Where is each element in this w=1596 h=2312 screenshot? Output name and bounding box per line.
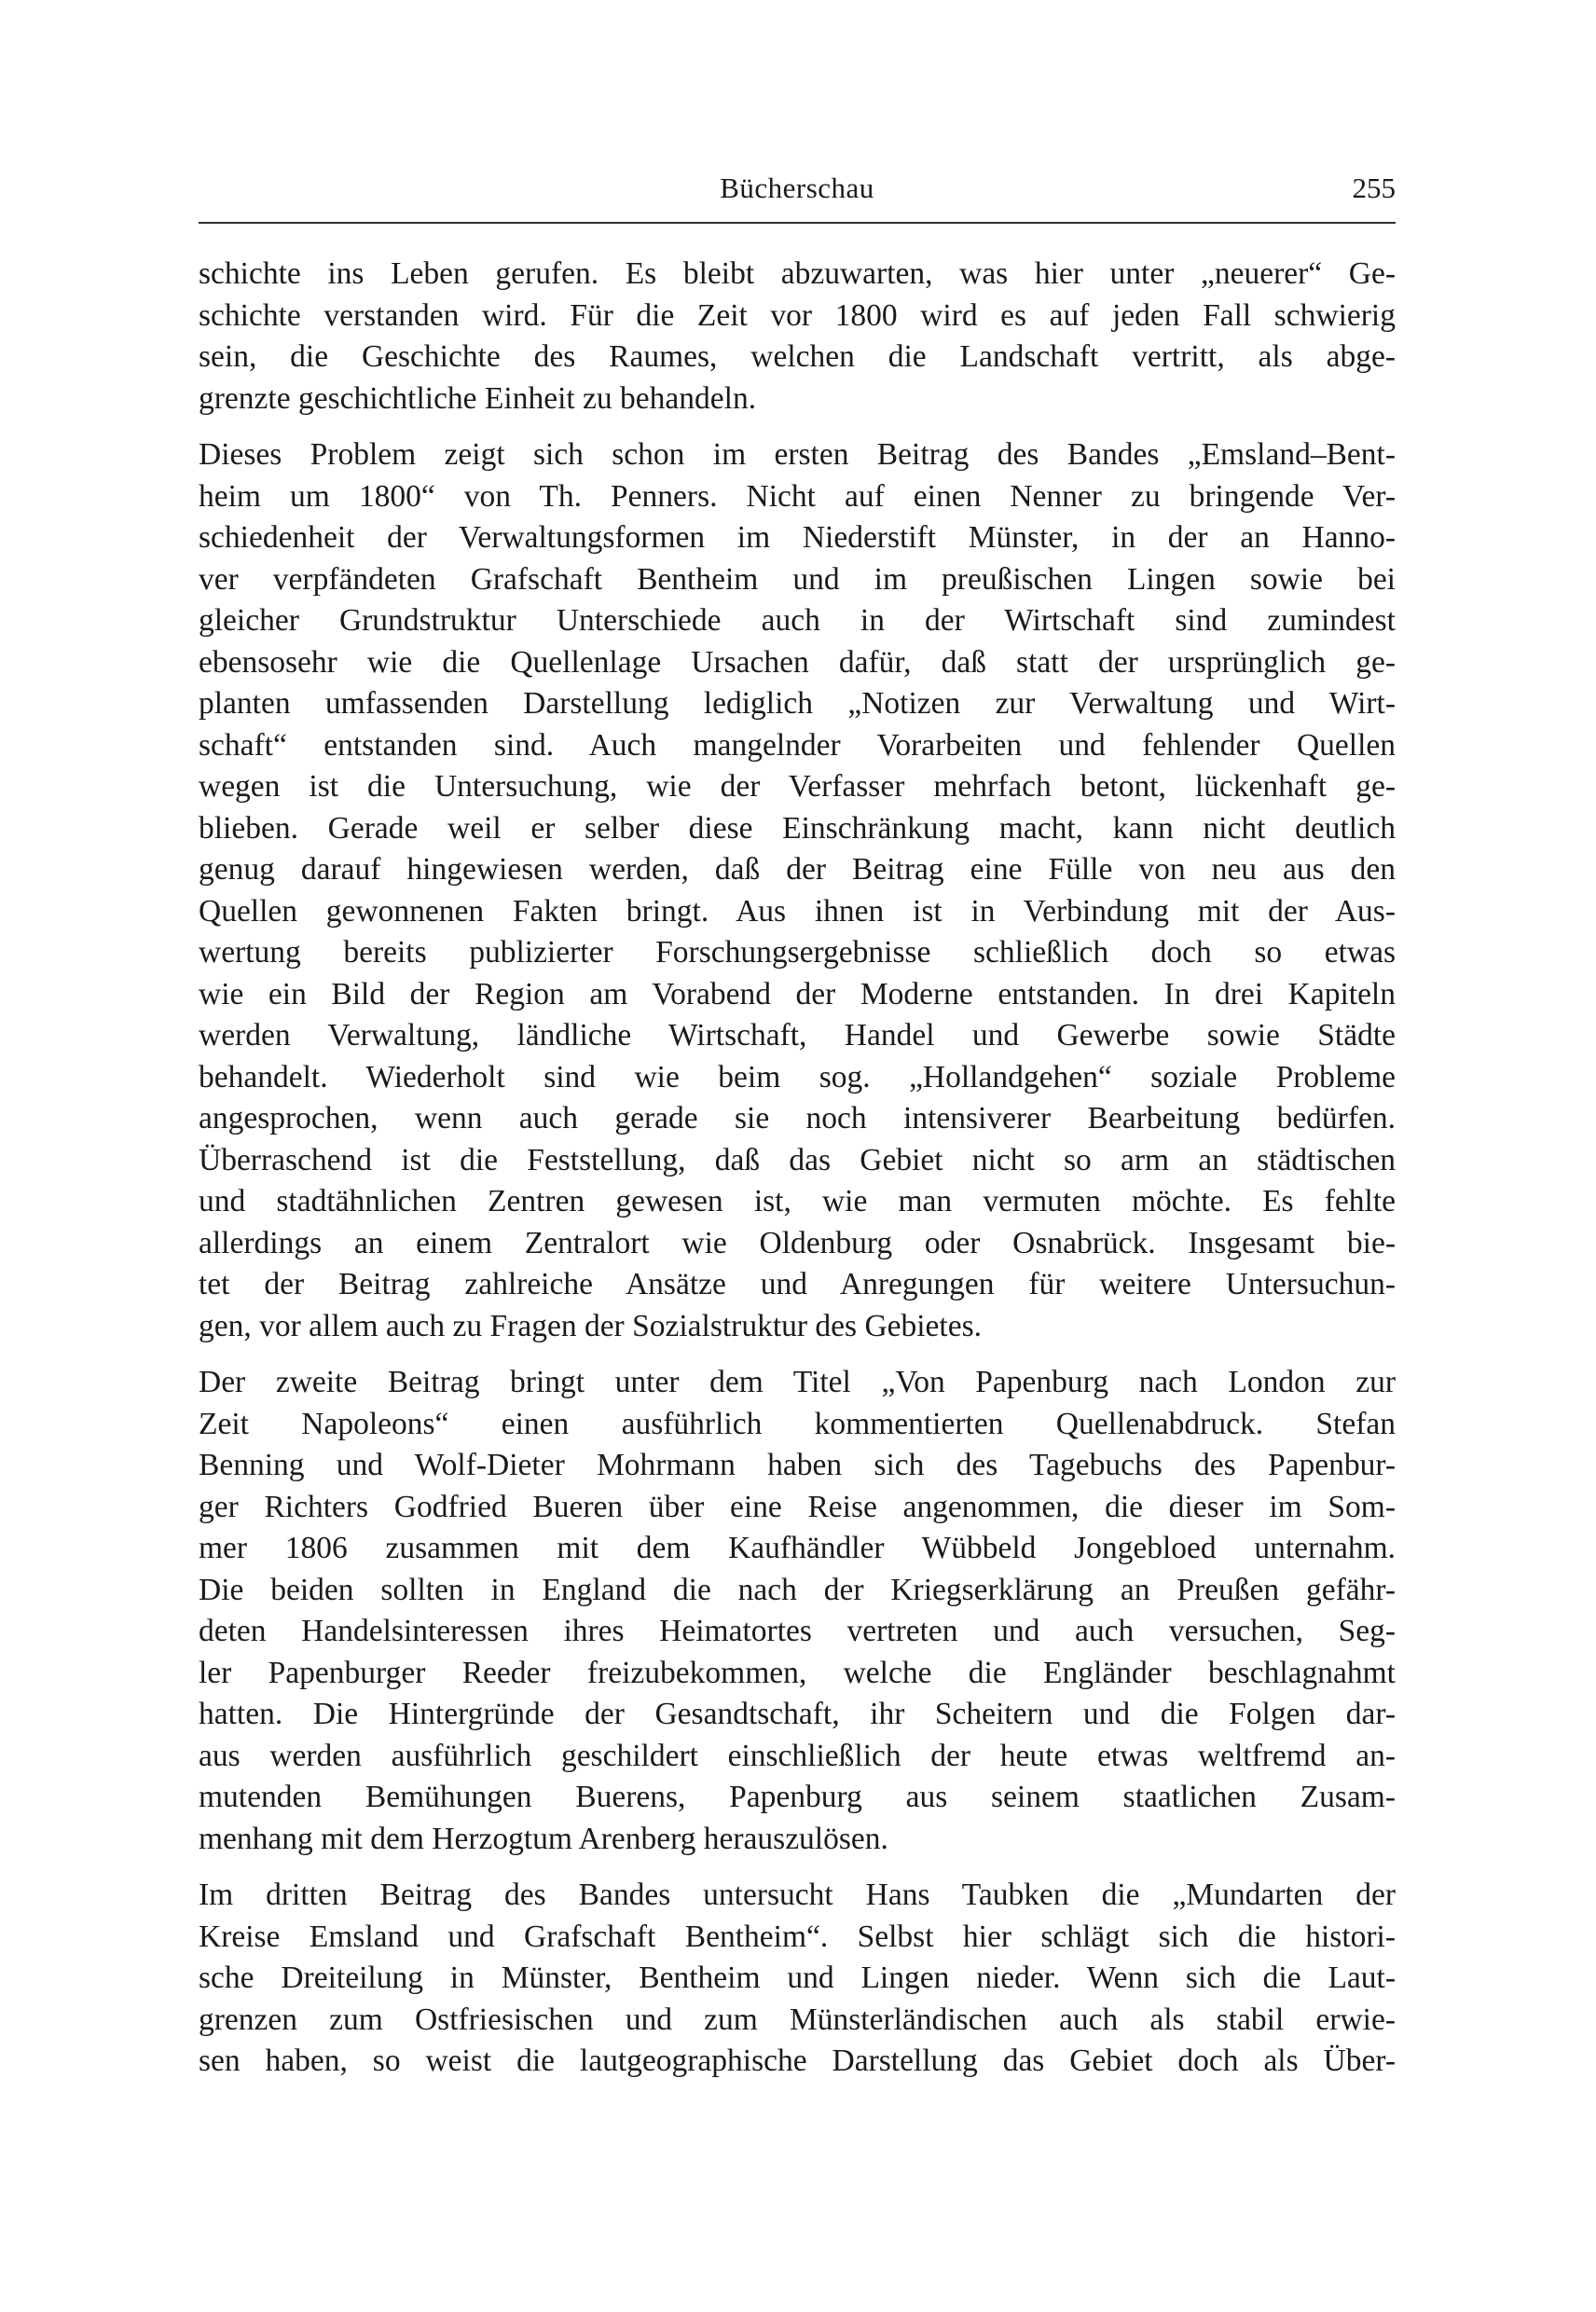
text-line: Kreise Emsland und Grafschaft Bentheim“. Selbst hier schlägt sich die histori- [199, 1919, 1396, 1954]
paragraph [199, 1362, 1396, 1860]
text-line: gleicher Grundstruktur Unterschiede auch in der Wirtschaft sind zumindest [199, 603, 1396, 638]
text-line: Dieses Problem zeigt sich schon im ersten Beitrag des Bandes „Emsland–Bent- [199, 437, 1396, 472]
text-line: Im dritten Beitrag des Bandes untersucht Hans Taubken die „Mundarten der [199, 1878, 1396, 1912]
text-line: allerdings an einem Zentralort wie Oldenburg oder Osnabrück. Insgesamt bie- [199, 1225, 1396, 1260]
text-line: mutenden Bemühungen Buerens, Papenburg aus seinem staatlichen Zusam- [199, 1780, 1396, 1814]
text-line: Die beiden sollten in England die nach der Kriegserklärung an Preußen gefähr- [199, 1572, 1396, 1607]
text-line: Benning und Wolf-Dieter Mohrmann haben sich des Tagebuchs des Papenbur- [199, 1448, 1396, 1482]
text-line: werden Verwaltung, ländliche Wirtschaft, Handel und Gewerbe sowie Städte [199, 1018, 1396, 1053]
text-line: wegen ist die Untersuchung, wie der Verfasser mehrfach betont, lückenhaft ge- [199, 769, 1396, 804]
text-line: angesprochen, wenn auch gerade sie noch intensiverer Bearbeitung bedürfen. [199, 1101, 1396, 1135]
text-line: grenzen zum Ostfriesischen und zum Münsterländischen auch als stabil erwie- [199, 2002, 1396, 2037]
text-line: sein, die Geschichte des Raumes, welchen die Landschaft vertritt, als abge- [199, 339, 1396, 374]
text-line: blieben. Gerade weil er selber diese Einschränkung macht, kann nicht deutlich [199, 810, 1396, 846]
text-line: schichte verstanden wird. Für die Zeit vor 1800 wird es auf jeden Fall schwierig [199, 297, 1396, 333]
running-title: Bücherschau [720, 172, 874, 204]
text-line: ver verpfändeten Grafschaft Bentheim und im preußischen Lingen sowie bei [199, 561, 1396, 597]
header-rule [199, 222, 1396, 224]
text-line: gen, vor allem auch zu Fragen der Sozialstruktur des Gebietes. [199, 1308, 983, 1343]
text-line: tet der Beitrag zahlreiche Ansätze und Anregungen für weitere Untersuchun- [199, 1267, 1396, 1301]
text-line: genug darauf hingewiesen werden, daß der Beitrag eine Fülle von neu aus den [199, 852, 1396, 887]
text-line: wie ein Bild der Region am Vorabend der Moderne entstanden. In drei Kapiteln [199, 976, 1396, 1012]
text-line: ler Papenburger Reeder freizubekommen, welche die Engländer beschlagnahmt [199, 1655, 1396, 1690]
paragraph [199, 434, 1396, 1347]
text-line: und stadtähnlichen Zentren gewesen ist, wie man vermuten möchte. Es fehlte [199, 1184, 1396, 1218]
text-line: wertung bereits publizierter Forschungsergebnisse schließlich doch so etwas [199, 935, 1396, 970]
paragraph [199, 1875, 1396, 2083]
text-line: menhang mit dem Herzogtum Arenberg herauszulösen. [199, 1821, 888, 1856]
body-text [199, 254, 1396, 2098]
text-line: Quellen gewonnenen Fakten bringt. Aus ihnen ist in Verbindung mit der Aus- [199, 893, 1396, 929]
text-line: aus werden ausführlich geschildert einschließlich der heute etwas weltfremd an- [199, 1738, 1396, 1773]
text-line: grenzte geschichtliche Einheit zu behandeln. [199, 380, 757, 416]
paragraph [199, 254, 1396, 420]
text-line: ebensosehr wie die Quellenlage Ursachen dafür, daß statt der ursprünglich ge- [199, 644, 1396, 680]
text-line: schiedenheit der Verwaltungsformen im Niederstift Münster, in der an Hanno- [199, 520, 1396, 555]
text-line: schaft“ entstanden sind. Auch mangelnder Vorarbeiten und fehlender Quellen [199, 727, 1396, 763]
text-line: mer 1806 zusammen mit dem Kaufhändler Wübbeld Jongebloed unternahm. [199, 1531, 1396, 1565]
page-number: 255 [1352, 172, 1396, 204]
text-line: planten umfassenden Darstellung lediglich „Notizen zur Verwaltung und Wirt- [199, 686, 1396, 721]
text-line: behandelt. Wiederholt sind wie beim sog. „Hollandgehen“ soziale Probleme [199, 1059, 1396, 1094]
text-line: ger Richters Godfried Bueren über eine Reise angenommen, die dieser im Som- [199, 1489, 1396, 1524]
text-line: heim um 1800“ von Th. Penners. Nicht auf einen Nenner zu bringende Ver- [199, 478, 1396, 514]
page-header [199, 168, 1396, 214]
text-line: sen haben, so weist die lautgeographische Darstellung das Gebiet doch als Über- [199, 2044, 1396, 2078]
text-line: deten Handelsinteressen ihres Heimatortes vertreten und auch versuchen, Seg- [199, 1614, 1396, 1648]
text-line: hatten. Die Hintergründe der Gesandtschaft, ihr Scheitern und die Folgen dar- [199, 1697, 1396, 1731]
text-line: Zeit Napoleons“ einen ausführlich kommentierten Quellenabdruck. Stefan [199, 1406, 1396, 1441]
text-line: Überraschend ist die Feststellung, daß das Gebiet nicht so arm an städtischen [199, 1142, 1396, 1177]
text-line: Der zweite Beitrag bringt unter dem Titel „Von Papenburg nach London zur [199, 1365, 1396, 1399]
text-line: schichte ins Leben gerufen. Es bleibt abzuwarten, was hier unter „neuerer“ Ge- [199, 256, 1396, 291]
text-line: sche Dreiteilung in Münster, Bentheim und Lingen nieder. Wenn sich die Laut- [199, 1961, 1396, 1995]
